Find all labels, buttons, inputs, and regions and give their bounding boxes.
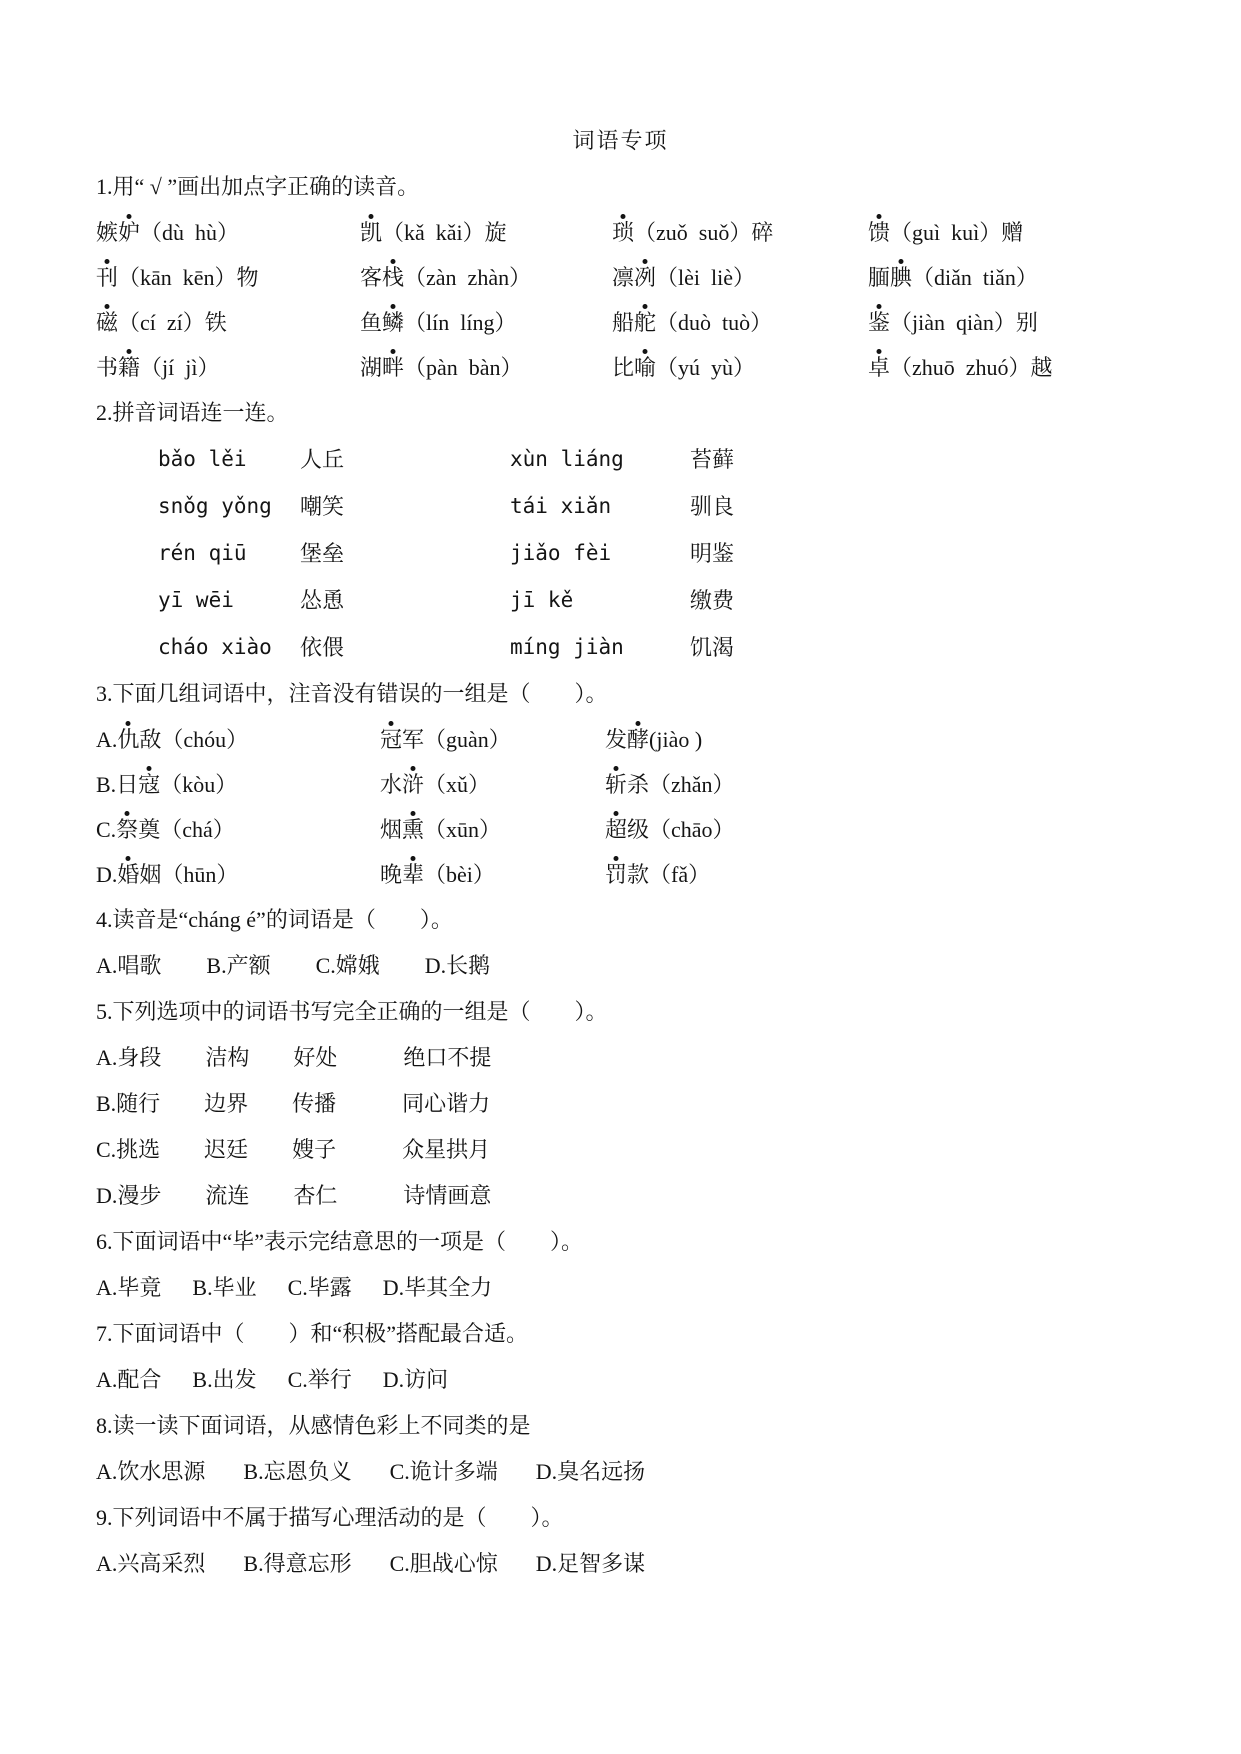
option: A.兴高采烈 <box>96 1551 206 1576</box>
q1-word-item: 凯（kǎ kǎi）旋 <box>360 220 507 245</box>
q2-match-row <box>158 483 1201 530</box>
q1-row-4 <box>96 345 1201 390</box>
dotted-char: 琐 <box>612 220 635 245</box>
option: B.产额 <box>206 953 271 978</box>
q3-item: 发酵(jiào ) <box>605 727 703 752</box>
pinyin-cell: rén qiū <box>158 541 247 565</box>
dotted-char: 祭 <box>116 817 139 842</box>
q3-option-d <box>96 852 1201 897</box>
option: D.臭名远扬 <box>535 1459 646 1484</box>
dotted-char: 罚 <box>605 862 628 887</box>
q1-row-3 <box>96 300 1201 345</box>
q1-prompt: 1.用“ √ ”画出加点字正确的读音。 <box>96 174 420 199</box>
dotted-char: 斩 <box>605 772 628 797</box>
option: C.胆战心惊 <box>389 1551 498 1576</box>
dotted-char: 酵 <box>627 727 650 752</box>
word-cell: 明鉴 <box>690 541 735 566</box>
dotted-char: 喻 <box>634 355 657 380</box>
option: D.足智多谋 <box>535 1551 646 1576</box>
word-cell: 堡垒 <box>300 541 345 566</box>
dotted-char: 凯 <box>360 220 383 245</box>
q3-item: 晚辈（bèi） <box>380 862 495 887</box>
q1-word-item: 船舵（duò tuò） <box>612 310 773 335</box>
word-cell: 驯良 <box>690 494 735 519</box>
dotted-char: 栈 <box>382 265 405 290</box>
dotted-char: 籍 <box>118 355 141 380</box>
option: A.唱歌 <box>96 953 162 978</box>
dotted-char: 浒 <box>402 772 425 797</box>
option: D.长鹅 <box>424 953 491 978</box>
option: C.诡计多端 <box>389 1459 498 1484</box>
word-cell: 怂恿 <box>300 588 345 613</box>
option: D.访问 <box>382 1367 449 1392</box>
q1-word-item: 比喻（yú yù） <box>612 355 756 380</box>
q1-word-item: 书籍（jí jì） <box>96 355 220 380</box>
option: D.毕其全力 <box>382 1275 493 1300</box>
pinyin-cell: yī wēi <box>158 588 234 612</box>
option: C.毕露 <box>287 1275 352 1300</box>
pinyin-cell: xùn liáng <box>510 447 624 471</box>
option: B.得意忘形 <box>243 1551 352 1576</box>
option: C.嫦娥 <box>315 953 380 978</box>
dotted-char: 妒 <box>118 220 141 245</box>
option: B.毕业 <box>192 1275 257 1300</box>
word-cell: 饥渴 <box>690 635 735 660</box>
q2-match-row <box>158 530 1201 577</box>
q3-option-b <box>96 762 1201 807</box>
dotted-char: 超 <box>605 817 628 842</box>
dotted-char: 畔 <box>382 355 405 380</box>
q9-prompt: 9.下列词语中不属于描写心理活动的是（ ）。 <box>96 1505 564 1530</box>
dotted-char: 辈 <box>402 862 425 887</box>
q8-options <box>96 1449 1201 1495</box>
q1-word-item: 鱼鳞（lín líng） <box>360 310 517 335</box>
dotted-char: 刊 <box>96 265 119 290</box>
q5-prompt: 5.下列选项中的词语书写完全正确的一组是（ ）。 <box>96 999 608 1024</box>
q2-prompt: 2.拼音词语连一连。 <box>96 400 289 425</box>
pinyin-cell: míng jiàn <box>510 635 624 659</box>
q2-match-row <box>158 624 1201 671</box>
q3-item: 水浒（xǔ） <box>380 772 491 797</box>
q3-item: D.婚姻（hūn） <box>96 862 239 887</box>
q5-option-c: C.挑选 迟廷 嫂子 众星拱月 <box>96 1137 491 1162</box>
q7-prompt: 7.下面词语中（ ）和“积极”搭配最合适。 <box>96 1321 529 1346</box>
dotted-char: 腆 <box>890 265 913 290</box>
word-cell: 苔藓 <box>690 447 735 472</box>
option: B.出发 <box>192 1367 257 1392</box>
q3-item: 冠军（guàn） <box>380 727 511 752</box>
pinyin-cell: tái xiǎn <box>510 494 612 518</box>
word-cell: 嘲笑 <box>300 494 345 519</box>
dotted-char: 冽 <box>634 265 657 290</box>
q7-options <box>96 1357 1201 1403</box>
q2-match-row <box>158 577 1201 624</box>
q3-item: C.祭奠（chá） <box>96 817 235 842</box>
q1-word-item: 琐（zuǒ suǒ）碎 <box>612 220 774 245</box>
q3-item: B.日寇（kòu） <box>96 772 238 797</box>
q3-prompt: 3.下面几组词语中，注音没有错误的一组是（ ）。 <box>96 681 608 706</box>
q1-row-1 <box>96 210 1201 255</box>
option: A.毕竟 <box>96 1275 162 1300</box>
q1-word-item: 腼腆（diǎn tiǎn） <box>868 265 1038 290</box>
q3-item: 斩杀（zhǎn） <box>605 772 735 797</box>
dotted-char: 寇 <box>138 772 161 797</box>
dotted-char: 仇 <box>117 727 140 752</box>
q4-options <box>96 943 1201 989</box>
dotted-char: 馈 <box>868 220 891 245</box>
q3-option-a <box>96 717 1201 762</box>
dotted-char: 卓 <box>868 355 891 380</box>
option: A.配合 <box>96 1367 162 1392</box>
q3-item: 超级（chāo） <box>605 817 735 842</box>
q3-item: 烟熏（xūn） <box>380 817 502 842</box>
q1-word-item: 磁（cí zí）铁 <box>96 310 227 335</box>
q5-option-d: D.漫步 流连 杏仁 诗情画意 <box>96 1183 492 1208</box>
dotted-char: 冠 <box>380 727 403 752</box>
pinyin-cell: bǎo lěi <box>158 447 247 471</box>
dotted-char: 鳞 <box>382 310 405 335</box>
q6-prompt: 6.下面词语中“毕”表示完结意思的一项是（ ）。 <box>96 1229 584 1254</box>
q5-option-b: B.随行 边界 传播 同心谐力 <box>96 1091 491 1116</box>
q1-word-item: 刊（kān kēn）物 <box>96 265 259 290</box>
q1-word-item: 湖畔（pàn bàn） <box>360 355 523 380</box>
q3-item: A.仇敌（chóu） <box>96 727 249 752</box>
q9-options <box>96 1541 1201 1587</box>
pinyin-cell: jiǎo fèi <box>510 541 612 565</box>
q1-word-item: 鉴（jiàn qiàn）别 <box>868 310 1038 335</box>
q4-prompt: 4.读音是“cháng é”的词语是（ ）。 <box>96 907 453 932</box>
dotted-char: 磁 <box>96 310 119 335</box>
q5-option-a: A.身段 洁构 好处 绝口不提 <box>96 1045 492 1070</box>
dotted-char: 鉴 <box>868 310 891 335</box>
q1-word-item: 客栈（zàn zhàn） <box>360 265 532 290</box>
dotted-char: 婚 <box>117 862 140 887</box>
pinyin-cell: jī kě <box>510 588 574 612</box>
dotted-char: 熏 <box>402 817 425 842</box>
q1-word-item: 凛冽（lèi liè） <box>612 265 756 290</box>
q8-prompt: 8.读一读下面词语，从感情色彩上不同类的是 <box>96 1413 531 1438</box>
dotted-char: 舵 <box>634 310 657 335</box>
q3-item: 罚款（fǎ） <box>605 862 711 887</box>
pinyin-cell: snǒg yǒng <box>158 494 272 518</box>
q2-match-row <box>158 436 1201 483</box>
word-cell: 缴费 <box>690 588 735 613</box>
option: B.忘恩负义 <box>243 1459 352 1484</box>
option: C.举行 <box>287 1367 352 1392</box>
page-title: 词语专项 <box>572 128 669 153</box>
q1-word-item: 馈（guì kuì）赠 <box>868 220 1024 245</box>
q6-options <box>96 1265 1201 1311</box>
pinyin-cell: cháo xiào <box>158 635 272 659</box>
q1-word-item: 卓（zhuō zhuó）越 <box>868 355 1053 380</box>
q3-option-c <box>96 807 1201 852</box>
option: A.饮水思源 <box>96 1459 206 1484</box>
word-cell: 人丘 <box>300 447 345 472</box>
q1-word-item: 嫉妒（dù hù） <box>96 220 240 245</box>
q1-row-2 <box>96 255 1201 300</box>
word-cell: 依偎 <box>300 635 345 660</box>
